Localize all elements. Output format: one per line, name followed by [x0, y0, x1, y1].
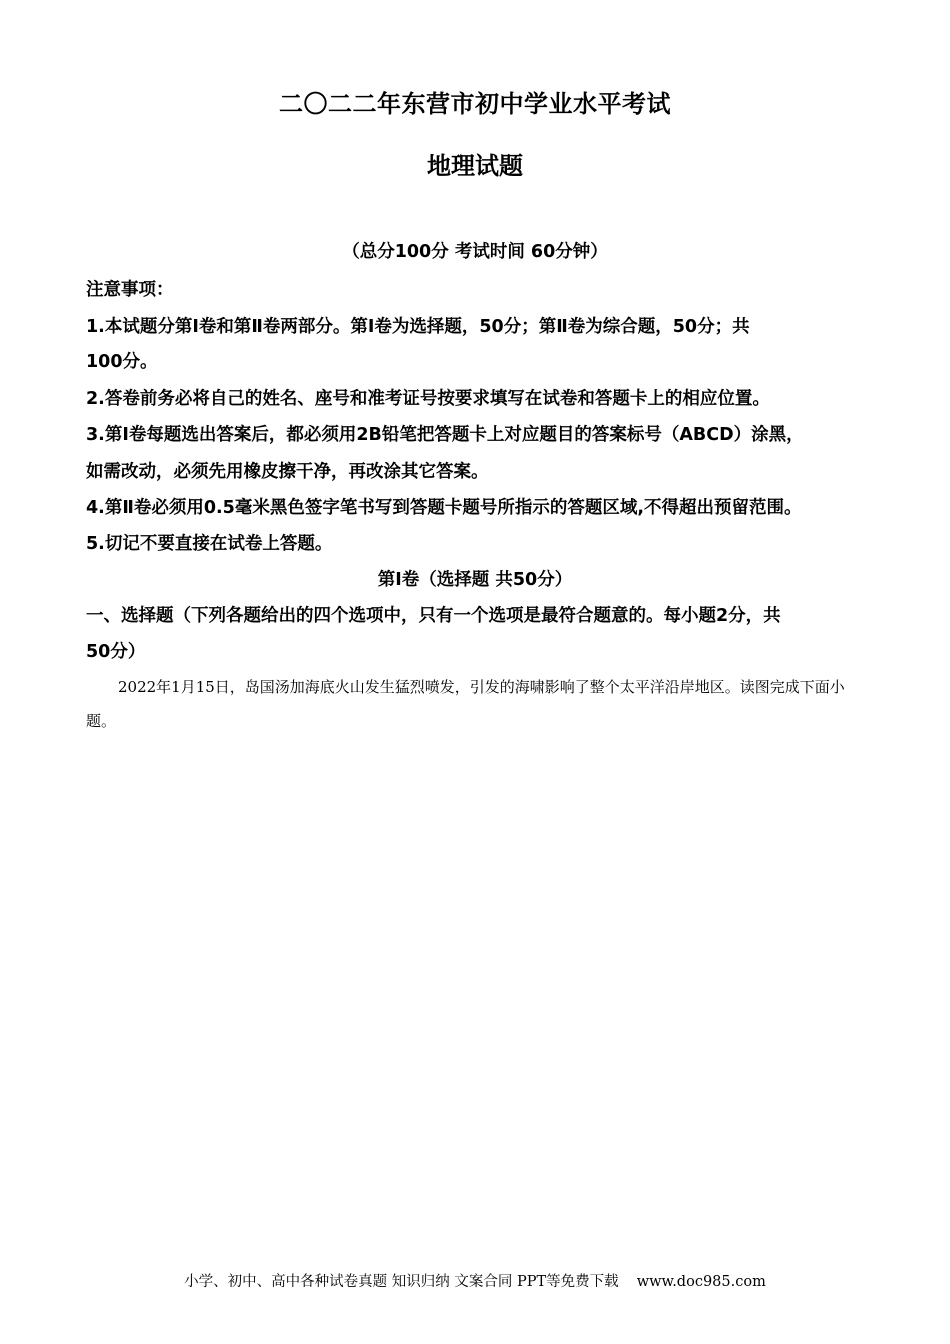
subject-title: 地理试题	[427, 152, 523, 180]
notice-item-1-line-2: 100分。	[86, 352, 158, 372]
notice-item-3-line-1: 3.第Ⅰ卷每题选出答案后，都必须用2B铅笔把答题卡上对应题目的答案标号（ABCD）涂黑，	[86, 425, 804, 445]
footer-text: 小学、初中、高中各种试卷真题 知识归纳 文案合同 PPT等免费下载	[184, 1274, 619, 1290]
question-intro-text: 2022年1月15日，岛国汤加海底火山发生猛烈喷发，引发的海啸影响了整个太平洋沿岸地区。读图完成下面小题。	[86, 678, 845, 730]
part-1-heading: 第Ⅰ卷（选择题 共50分）	[377, 570, 573, 590]
notice-item-5: 5.切记不要直接在试卷上答题。	[86, 534, 333, 554]
footer-url[interactable]: www.doc985.com	[636, 1274, 766, 1290]
section-heading-line-2: 50分）	[86, 642, 146, 662]
notice-item-4: 4.第Ⅱ卷必须用0.5毫米黑色签字笔书写到答题卡题号所指示的答题区域,不得超出预留范围。	[86, 498, 802, 518]
notice-item-3-line-2: 如需改动，必须先用橡皮擦干净，再改涂其它答案。	[86, 462, 489, 482]
notice-heading: 注意事项：	[86, 280, 174, 300]
footer	[0, 1270, 950, 1291]
notice-item-1-line-1: 1.本试题分第Ⅰ卷和第Ⅱ卷两部分。第Ⅰ卷为选择题，50分；第Ⅱ卷为综合题，50分；共	[86, 317, 750, 337]
section-heading-line-1: 一、选择题（下列各题给出的四个选项中，只有一个选项是最符合题意的。每小题2分，共	[86, 606, 781, 626]
notice-item-2: 2.答卷前务必将自己的姓名、座号和准考证号按要求填写在试卷和答题卡上的相应位置。	[86, 389, 770, 409]
exam-title: 二〇二二年东营市初中学业水平考试	[279, 90, 671, 118]
exam-info: （总分100分 考试时间 60分钟）	[342, 242, 608, 262]
question-intro	[86, 670, 866, 738]
